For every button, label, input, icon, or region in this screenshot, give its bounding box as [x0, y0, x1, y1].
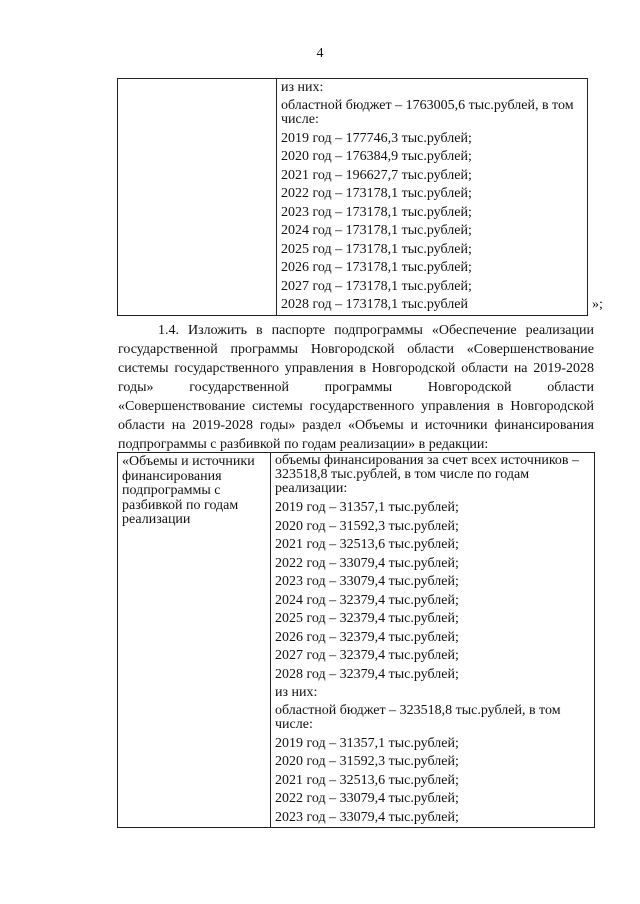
table1-line: 2027 год – 173178,1 тыс.рублей; — [281, 278, 472, 294]
table2-left-cell — [118, 453, 271, 828]
table1-line: 2019 год – 177746,3 тыс.рублей; — [281, 130, 472, 146]
table2-line: 2023 год – 33079,4 тыс.рублей; — [275, 809, 459, 825]
table2-line: 2022 год – 33079,4 тыс.рублей; — [275, 555, 459, 571]
table1-line: 2023 год – 173178,1 тыс.рублей; — [281, 204, 472, 220]
table2-line: из них: — [275, 685, 318, 700]
table2-line: 2027 год – 32379,4 тыс.рублей; — [275, 648, 459, 663]
table2-line: 2020 год – 31592,3 тыс.рублей; — [275, 754, 459, 769]
table2-line: 2020 год – 31592,3 тыс.рублей; — [275, 518, 459, 534]
table1-line: 2026 год – 173178,1 тыс.рублей; — [281, 260, 472, 275]
table1-right-cell — [277, 79, 588, 316]
table2-line: 2025 год – 32379,4 тыс.рублей; — [275, 611, 459, 626]
table2-line: 2021 год – 32513,6 тыс.рублей; — [275, 537, 459, 552]
table2-line: объемы финансирования за счет всех источников – 323518,8 тыс.рублей, в том числе по годам реализации: — [275, 453, 580, 496]
table2-line: 2021 год – 32513,6 тыс.рублей; — [275, 772, 459, 788]
table2-left-label: «Объемы и источники финансирования подпрограммы с разбивкой по годам реализации — [122, 454, 255, 527]
table1-line: 2021 год – 196627,7 тыс.рублей; — [281, 167, 472, 183]
table1-line: 2025 год – 173178,1 тыс.рублей; — [281, 241, 472, 257]
table1-line: 2028 год – 173178,1 тыс.рублей — [281, 297, 468, 312]
table2-right-cell — [271, 453, 595, 828]
table1-line: 2022 год – 173178,1 тыс.рублей; — [281, 186, 472, 201]
table2-line: 2022 год – 33079,4 тыс.рублей; — [275, 791, 459, 806]
table1-line: 2024 год – 173178,1 тыс.рублей; — [281, 223, 472, 238]
table2-line: 2028 год – 32379,4 тыс.рублей; — [275, 666, 459, 682]
table2-line: 2019 год – 31357,1 тыс.рублей; — [275, 500, 459, 515]
table1-line: областной бюджет – 1763005,6 тыс.рублей, в том числе: — [281, 97, 574, 127]
table1-line: 2020 год – 176384,9 тыс.рублей; — [281, 149, 472, 164]
paragraph-1-4: 1.4. Изложить в паспорте подпрограммы «Обеспечение реализации государственной программы Новгородской области «Совершенствование системы государственного управления в Новгородской области на 2019-2028 годы» государственной программы Новгородской области «Совершенствование системы государственного управления в Новгородской области на 2019-2028 годы» раздел «Объемы и источники финансирования подпрограммы с разбивкой по годам реализации» в редакции: — [118, 323, 594, 452]
table2-line: 2024 год – 32379,4 тыс.рублей; — [275, 592, 459, 608]
page-number: 4 — [316, 46, 324, 61]
table2-line: областной бюджет – 323518,8 тыс.рублей, в том числе: — [275, 702, 561, 732]
subprogram-funding-table — [117, 452, 595, 828]
table1-line: из них: — [281, 80, 324, 95]
table2-line: 2019 год – 31357,1 тыс.рублей; — [275, 735, 459, 751]
table1-left-cell — [118, 79, 277, 316]
table2-line: 2023 год – 33079,4 тыс.рублей; — [275, 574, 459, 589]
table2-line: 2026 год – 32379,4 тыс.рублей; — [275, 629, 459, 645]
closing-quote: »; — [592, 297, 603, 312]
budget-table-continued — [117, 78, 588, 316]
